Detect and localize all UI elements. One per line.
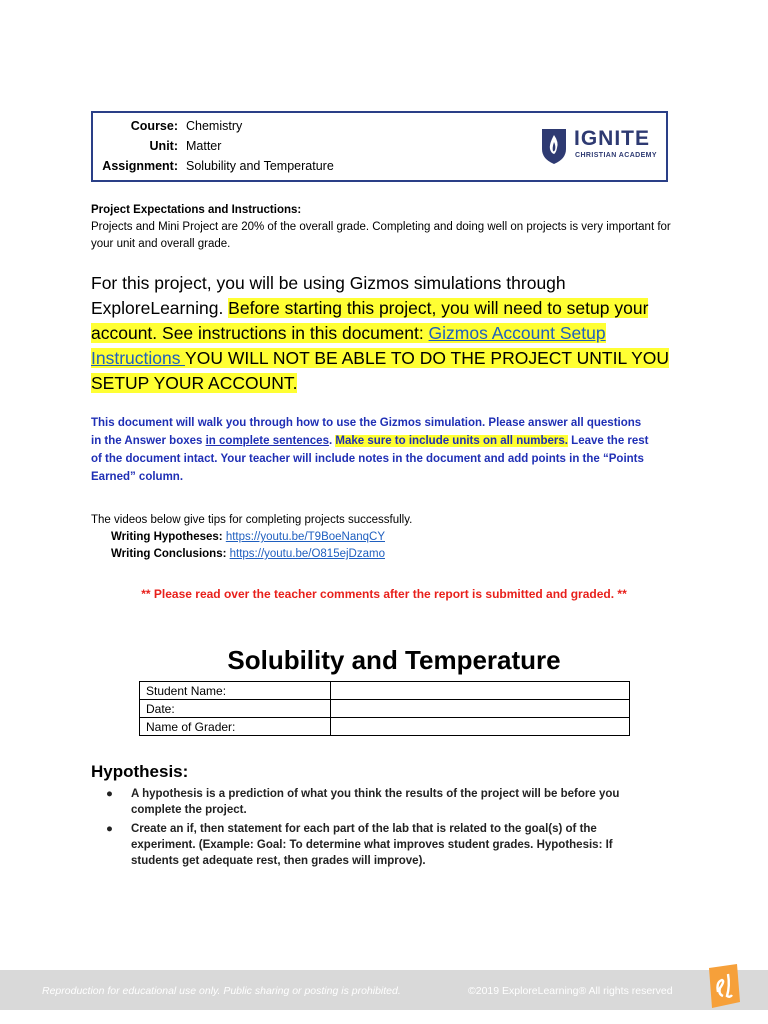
conclusion-video-link[interactable]: https://youtu.be/O815ejDzamo xyxy=(229,548,385,560)
videos-section xyxy=(91,512,651,563)
walkthrough-text-1: This document will walk you through how to use the Gizmos simulation. Please answer all questions in the Answer boxes xyxy=(91,417,642,447)
expectations-body: Projects and Mini Project are 20% of the overall grade. Completing and doing well on projects is very important for your unit and overall grade. xyxy=(91,221,671,250)
student-info-table xyxy=(139,681,630,736)
shield-flame-icon xyxy=(540,127,568,165)
footer-copyright: ©2019 ExploreLearning® All rights reserved xyxy=(468,985,673,997)
date-field[interactable] xyxy=(331,700,630,718)
grader-name-label: Name of Grader: xyxy=(140,718,331,736)
assignment-row xyxy=(93,159,334,173)
table-row xyxy=(140,718,630,736)
intro-text: For this project, you will be using Gizmos simulations through ExploreLearning. xyxy=(91,273,566,318)
hypothesis-video-row xyxy=(91,529,651,546)
unit-row xyxy=(93,139,221,153)
hypothesis-video-label: Writing Hypotheses: xyxy=(111,531,223,543)
videos-intro: The videos below give tips for completing projects successfully. xyxy=(91,514,413,526)
list-item xyxy=(101,786,646,818)
conclusion-video-row xyxy=(91,546,651,563)
unit-label: Unit: xyxy=(149,139,178,153)
bullet-icon: ● xyxy=(106,823,113,835)
course-row xyxy=(93,119,242,133)
logo-name: IGNITE xyxy=(574,127,651,150)
course-label: Course: xyxy=(130,119,178,133)
ignite-logo xyxy=(540,127,660,167)
date-label: Date: xyxy=(140,700,331,718)
teacher-comments-notice: ** Please read over the teacher comments after the report is submitted and graded. ** xyxy=(141,587,627,601)
expectations-title: Project Expectations and Instructions: xyxy=(91,204,302,216)
footer-note: Reproduction for educational use only. Public sharing or posting is prohibited. xyxy=(42,985,401,997)
explorelearning-badge-icon xyxy=(706,962,742,1010)
assignment-value: Solubility and Temperature xyxy=(186,159,334,173)
hypothesis-item-text: A hypothesis is a prediction of what you think the results of the project will be before you complete the project. xyxy=(131,788,620,816)
table-row xyxy=(140,682,630,700)
bullet-icon: ● xyxy=(106,788,113,800)
hypothesis-item-text: Create an if, then statement for each part of the lab that is related to the goal(s) of the experiment. (Example: Goal: To determine what improves student grades. Hypothesis: If students get adequate rest, then grades will improve). xyxy=(131,823,613,867)
table-row xyxy=(140,700,630,718)
course-value: Chemistry xyxy=(186,119,243,133)
student-name-label: Student Name: xyxy=(140,682,331,700)
main-title: Solubility and Temperature xyxy=(227,645,561,675)
gizmos-setup-link[interactable]: Gizmos Account Setup Instructions xyxy=(91,323,606,368)
footer-bar xyxy=(0,970,768,1010)
grader-name-field[interactable] xyxy=(331,718,630,736)
intro-warning-text: YOU WILL NOT BE ABLE TO DO THE PROJECT UNTIL YOU SETUP YOUR ACCOUNT. xyxy=(91,348,669,393)
walkthrough-paragraph xyxy=(91,414,651,486)
walkthrough-text-3: Leave the rest of the document intact. Your teacher will include notes in the document and add points in the “Points Earned” column. xyxy=(91,435,649,483)
walkthrough-underlined: in complete sentences xyxy=(205,435,329,447)
conclusion-video-label: Writing Conclusions: xyxy=(111,548,227,560)
intro-paragraph xyxy=(91,271,681,396)
hypothesis-list xyxy=(101,786,646,872)
intro-setup-text: Before starting this project, you will need to setup your account. See instructions in this document: xyxy=(91,298,649,343)
student-name-field[interactable] xyxy=(331,682,630,700)
expectations-section xyxy=(91,202,671,253)
list-item xyxy=(101,821,646,869)
logo-subtitle: CHRISTIAN ACADEMY xyxy=(575,152,657,159)
assignment-label: Assignment: xyxy=(102,159,178,173)
hypothesis-video-link[interactable]: https://youtu.be/T9BoeNanqCY xyxy=(225,531,385,543)
walkthrough-highlighted: Make sure to include units on all numbers. xyxy=(335,435,568,447)
walkthrough-text-2: . xyxy=(328,435,336,447)
hypothesis-heading: Hypothesis: xyxy=(91,762,189,781)
unit-value: Matter xyxy=(186,139,222,153)
